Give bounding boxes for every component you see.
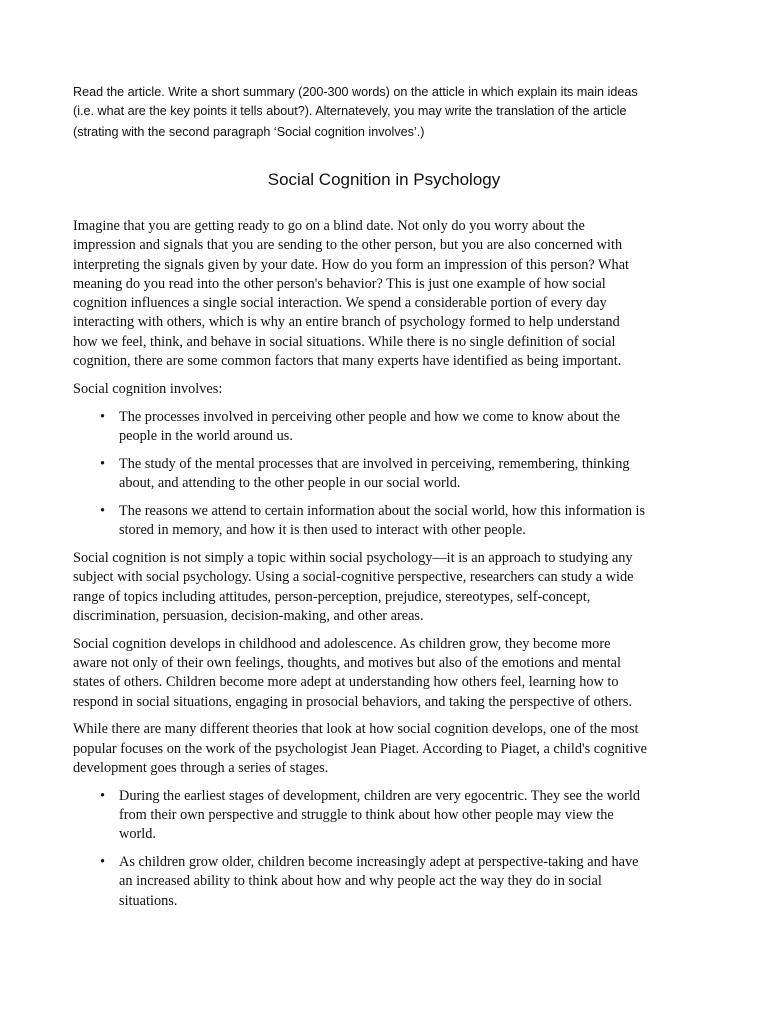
text-line: people in the world around us. (119, 427, 293, 444)
text-line: aware not only of their own feelings, thoughts, and motives but also of the emotions and mental (73, 654, 621, 671)
text-line: cognition, there are some common factors that many experts have identified as being important. (73, 353, 622, 370)
text-line: situations. (119, 892, 178, 909)
list-item (73, 408, 703, 447)
text-line: Imagine that you are getting ready to go on a blind date. Not only do you worry about the (73, 218, 585, 234)
theories-paragraph (73, 720, 703, 778)
text-line: interacting with others, which is why an entire branch of psychology formed to help understand (73, 314, 620, 331)
article-body (73, 217, 703, 920)
instruction-line: (strating with the second paragraph ‘Social cognition involves’.) (73, 125, 425, 139)
text-line: interpreting the signals given by your date. How do you form an impression of this person? What (73, 256, 630, 273)
text-line: The processes involved in perceiving other people and how we come to know about the (119, 408, 621, 425)
text-line: from their own perspective and struggle to think about how other people may view the (119, 807, 614, 824)
article-title: Social Cognition in Psychology (267, 170, 501, 189)
text-line: subject with social psychology. Using a social-cognitive perspective, researchers can study a wide (73, 569, 634, 586)
text-line: world. (119, 826, 156, 843)
involves-heading: Social cognition involves: (73, 380, 223, 397)
text-line: range of topics including attitudes, person-perception, prejudice, stereotypes, self-concept, (73, 588, 591, 605)
instruction-line: (i.e. what are the key points it tells about?). Alternatevely, you may write the translation of the article (73, 103, 627, 118)
text-line: The reasons we attend to certain information about the social world, how this information is (119, 502, 646, 519)
list-item (73, 455, 703, 494)
text-line: While there are many different theories that look at how social cognition develops, one of the most (73, 721, 639, 738)
bullet-icon: • (100, 455, 106, 472)
bullet-icon: • (100, 854, 106, 871)
intro-paragraph (73, 217, 703, 371)
text-line: respond in social situations, engaging in prosocial behaviors, and taking the perspective of others. (73, 693, 633, 710)
develops-paragraph (73, 635, 703, 712)
text-line: states of others. Children become more adept at understanding how others feel, learning how to (73, 674, 619, 691)
text-line: development goes through a series of stages. (73, 759, 329, 776)
text-line: cognition influences a single social interaction. We spend a considerable portion of every day (73, 295, 607, 312)
list-item (73, 853, 703, 911)
text-line: As children grow older, children become increasingly adept at perspective-taking and have (119, 854, 639, 871)
involves-list (73, 408, 703, 541)
text-line: impression and signals that you are sending to the other person, but you are also concerned with (73, 237, 623, 254)
instruction-line: Read the article. Write a short summary (200-300 words) on the atticle in which explain its main ideas (73, 85, 638, 99)
bullet-icon: • (100, 787, 106, 804)
text-line: an increased ability to think about how and why people act the way they do in social (119, 873, 602, 890)
list-item (73, 787, 703, 845)
approach-paragraph (73, 549, 703, 626)
text-line: popular focuses on the work of the psychologist Jean Piaget. According to Piaget, a child's cognitive (73, 740, 647, 757)
text-line: how we feel, think, and behave in social situations. While there is no single definition of social (73, 333, 616, 350)
stages-list (73, 787, 703, 911)
text-line: Social cognition develops in childhood and adolescence. As children grow, they become more (73, 635, 611, 652)
text-line: The study of the mental processes that are involved in perceiving, remembering, thinking (119, 455, 630, 472)
text-line: meaning do you read into the other person's behavior? This is just one example of how social (73, 275, 606, 292)
text-line: stored in memory, and how it is then used to interact with other people. (119, 522, 526, 539)
bullet-icon: • (100, 408, 106, 425)
text-line: Social cognition is not simply a topic within social psychology—it is an approach to studying any (73, 549, 633, 566)
text-line: During the earliest stages of development, children are very egocentric. They see the world (119, 787, 640, 804)
bullet-icon: • (100, 502, 106, 519)
text-line: about, and attending to the other people in our social world. (119, 475, 461, 492)
text-line: discrimination, persuasion, decision-making, and other areas. (73, 607, 424, 624)
assignment-instructions (73, 83, 703, 142)
list-item (73, 502, 703, 541)
